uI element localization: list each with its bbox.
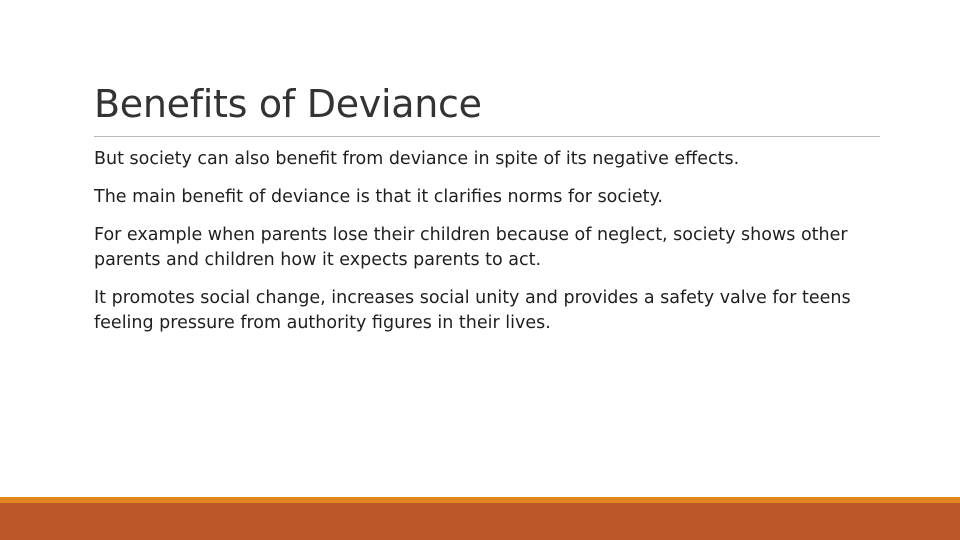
slide-title: Benefits of Deviance: [94, 82, 482, 126]
bullet-item: But society can also benefit from deviance in spite of its negative effects.: [94, 149, 740, 169]
bullet-list: [94, 147, 884, 349]
bullet-item: For example when parents lose their children because of neglect, society shows other parents and children how it expects parents to act.: [94, 225, 848, 270]
title-divider: [94, 136, 880, 137]
bullet-item: It promotes social change, increases social unity and provides a safety valve for teens feeling pressure from authority figures in their lives.: [94, 288, 851, 333]
bullet-item: The main benefit of deviance is that it clarifies norms for society.: [94, 187, 663, 207]
footer-band: [0, 497, 960, 540]
footer-bar: [0, 503, 960, 540]
